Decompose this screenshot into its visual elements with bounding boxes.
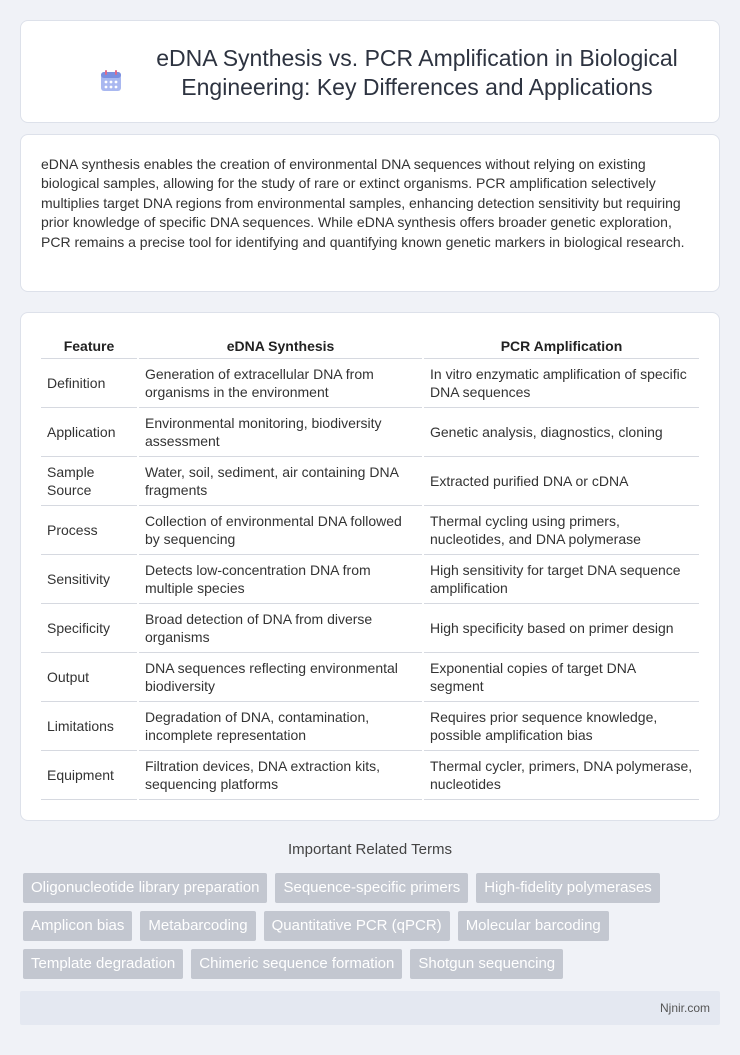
feature-cell: Application: [41, 407, 138, 456]
table-header-row: [41, 335, 699, 358]
related-term-chip[interactable]: Molecular barcoding: [458, 911, 609, 941]
related-terms-heading: Important Related Terms: [288, 841, 452, 858]
table-row: [41, 407, 699, 456]
intro-paragraph: eDNA synthesis enables the creation of environmental DNA sequences without relying on existing biological samples, allowing for the study of rare or extinct organisms. PCR amplification selectively multiplies target DNA regions from environmental samples, enhancing detection sensitivity but requiring prior knowledge of specific DNA sequences. While eDNA synthesis offers broader genetic exploration, PCR remains a precise tool for identifying and quantifying known genetic markers in biological research.: [41, 156, 685, 250]
table-row: [41, 358, 699, 407]
feature-cell: Process: [41, 505, 138, 554]
table-row: [41, 652, 699, 701]
feature-cell: Sample Source: [41, 456, 138, 505]
edna-cell: Degradation of DNA, contamination, incomplete representation: [138, 701, 423, 750]
feature-cell: Limitations: [41, 701, 138, 750]
related-term-chip[interactable]: Chimeric sequence formation: [191, 949, 402, 979]
title-card: [20, 20, 720, 123]
edna-cell: DNA sequences reflecting environmental biodiversity: [138, 652, 423, 701]
comparison-table: [41, 335, 699, 800]
page-title: eDNA Synthesis vs. PCR Amplification in Biological Engineering: Key Differences and Applications: [156, 45, 678, 100]
pcr-cell: Extracted purified DNA or cDNA: [423, 456, 699, 505]
footer: [20, 991, 720, 1025]
related-term-chip[interactable]: Oligonucleotide library preparation: [23, 873, 267, 903]
edna-cell: Water, soil, sediment, air containing DNA fragments: [138, 456, 423, 505]
edna-cell: Broad detection of DNA from diverse organisms: [138, 603, 423, 652]
calendar-icon: [99, 69, 123, 93]
table-row: [41, 554, 699, 603]
pcr-cell: High specificity based on primer design: [423, 603, 699, 652]
pcr-cell: Thermal cycling using primers, nucleotides, and DNA polymerase: [423, 505, 699, 554]
feature-cell: Specificity: [41, 603, 138, 652]
pcr-cell: Genetic analysis, diagnostics, cloning: [423, 407, 699, 456]
related-term-chip[interactable]: Shotgun sequencing: [410, 949, 563, 979]
intro-card: [20, 134, 720, 292]
related-term-chip[interactable]: Metabarcoding: [140, 911, 255, 941]
edna-cell: Generation of extracellular DNA from organisms in the environment: [138, 358, 423, 407]
feature-cell: Sensitivity: [41, 554, 138, 603]
pcr-cell: In vitro enzymatic amplification of specific DNA sequences: [423, 358, 699, 407]
header-feature: Feature: [41, 335, 138, 358]
edna-cell: Filtration devices, DNA extraction kits, sequencing platforms: [138, 750, 423, 799]
related-term-chip[interactable]: High-fidelity polymerases: [476, 873, 660, 903]
footer-site[interactable]: Njnir.com: [659, 1001, 710, 1015]
edna-cell: Detects low-concentration DNA from multiple species: [138, 554, 423, 603]
related-term-chip[interactable]: Quantitative PCR (qPCR): [264, 911, 450, 941]
related-term-chip[interactable]: Template degradation: [23, 949, 183, 979]
related-term-chip[interactable]: Sequence-specific primers: [275, 873, 468, 903]
pcr-cell: Thermal cycler, primers, DNA polymerase, nucleotides: [423, 750, 699, 799]
feature-cell: Output: [41, 652, 138, 701]
table-row: [41, 505, 699, 554]
pcr-cell: Exponential copies of target DNA segment: [423, 652, 699, 701]
comparison-card: [20, 312, 720, 821]
pcr-cell: Requires prior sequence knowledge, possible amplification bias: [423, 701, 699, 750]
feature-cell: Definition: [41, 358, 138, 407]
related-term-chip[interactable]: Amplicon bias: [23, 911, 132, 941]
edna-cell: Collection of environmental DNA followed by sequencing: [138, 505, 423, 554]
table-row: [41, 701, 699, 750]
pcr-cell: High sensitivity for target DNA sequence amplification: [423, 554, 699, 603]
feature-cell: Equipment: [41, 750, 138, 799]
table-row: [41, 603, 699, 652]
table-row: [41, 750, 699, 799]
edna-cell: Environmental monitoring, biodiversity assessment: [138, 407, 423, 456]
table-row: [41, 456, 699, 505]
header-edna: eDNA Synthesis: [138, 335, 423, 358]
related-terms-list: [23, 873, 723, 979]
header-pcr: PCR Amplification: [423, 335, 699, 358]
